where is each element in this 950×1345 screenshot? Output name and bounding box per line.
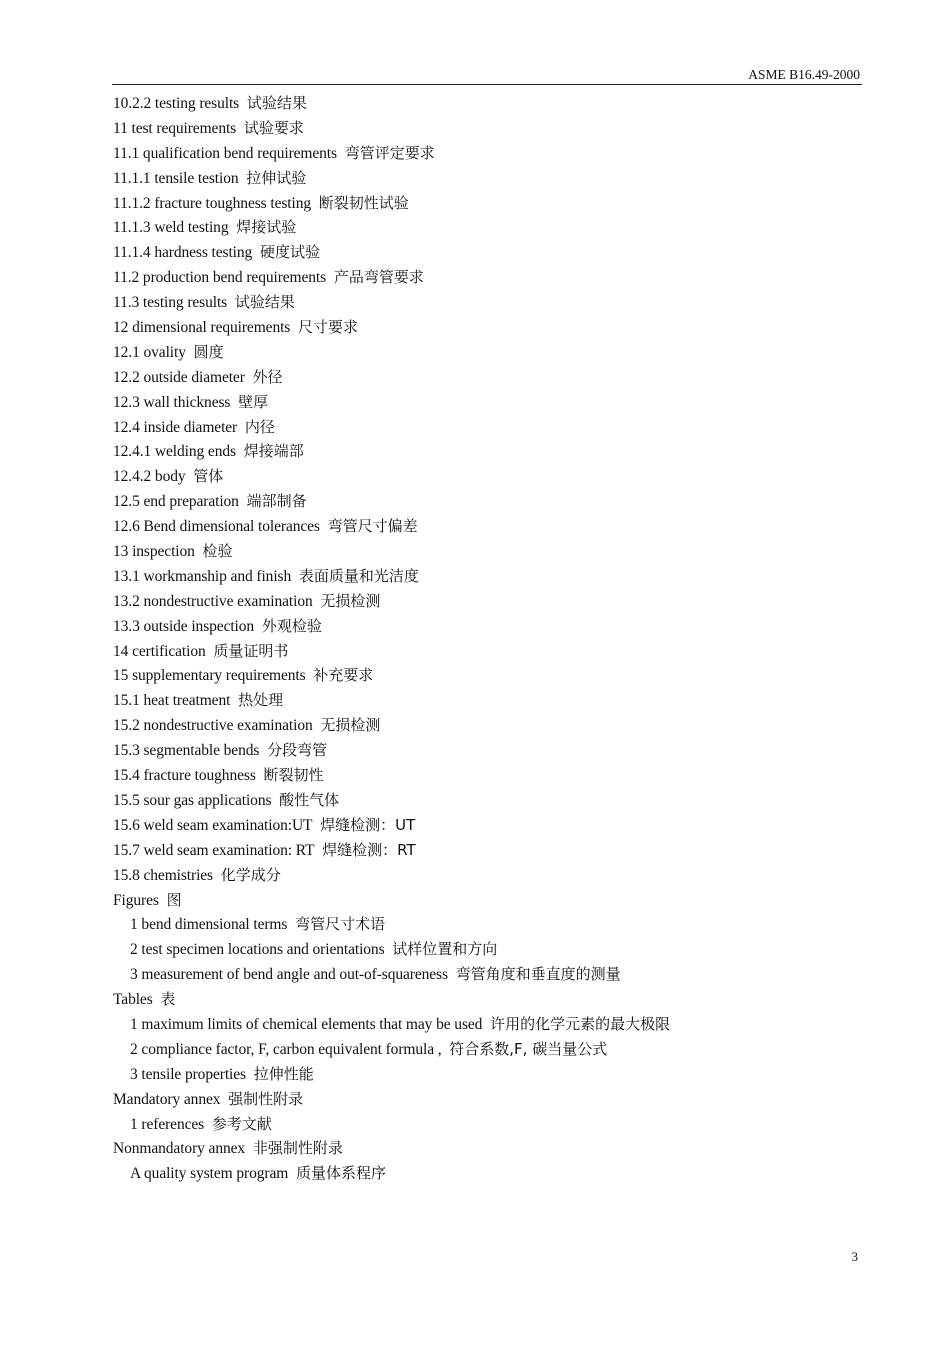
toc-entry [113,962,853,987]
toc-entry [113,215,853,240]
toc-entry-chinese: 外观检验 [261,616,322,635]
toc-entry [113,838,853,863]
toc-entry-chinese: 弯管尺寸偏差 [327,517,418,536]
toc-entry-english: 11.2 production bend requirements [113,269,327,287]
toc-entry-chinese: 外径 [252,367,283,386]
toc-entry-chinese: 参考文献 [211,1114,272,1133]
toc-entry [113,688,853,713]
toc-entry-chinese: 拉伸性能 [253,1064,314,1083]
toc-entry [113,91,853,116]
toc-entry-english: 14 certification [113,642,206,660]
toc-entry-chinese: 酸性气体 [279,790,340,809]
toc-entry-chinese: 端部制备 [246,492,307,511]
toc-entry-chinese: 产品弯管要求 [333,268,424,287]
toc-entry [113,290,853,315]
toc-entry [113,539,853,564]
toc-entry [113,564,853,589]
toc-entry-chinese: 弯管尺寸术语 [295,915,386,934]
toc-entry-chinese: 焊缝检测：UT [320,815,416,834]
toc-entry-chinese: 圆度 [193,342,224,361]
toc-entry [113,589,853,614]
toc-entry-english: 15.6 weld seam examination:UT [113,816,313,834]
toc-entry [113,141,853,166]
toc-entry-english: Nonmandatory annex [113,1140,246,1158]
toc-entry [113,439,853,464]
toc-entry-chinese: 试验结果 [234,293,295,312]
toc-entry [113,1112,853,1137]
toc-entry-english: 3 tensile properties [130,1065,246,1083]
toc-entry-english: 1 bend dimensional terms [130,916,288,934]
toc-entry-english: 11.1.4 hardness testing [113,244,253,262]
toc-entry [113,888,853,913]
toc-entry-chinese: 非强制性附录 [252,1139,343,1158]
toc-entry-chinese: 图 [166,890,182,909]
toc-entry [113,116,853,141]
toc-entry-english: Mandatory annex [113,1090,221,1108]
toc-entry-chinese: 断裂韧性 [263,766,324,785]
toc-entry [113,1037,853,1062]
toc-entry-english: 12.2 outside diameter [113,368,245,386]
toc-entry-english: 11 test requirements [113,119,237,137]
toc-entry-english: 11.1.3 weld testing [113,219,229,237]
toc-entry-english: 2 test specimen locations and orientations [130,941,385,959]
toc-entry-english: 10.2.2 testing results [113,95,240,112]
toc-entry [113,390,853,415]
toc-entry-english: 15.7 weld seam examination: RT [113,841,315,859]
toc-entry [113,813,853,838]
toc-entry-english: Figures [113,891,159,909]
toc-entry-chinese: 补充要求 [313,666,374,685]
toc-entry-english: 15.8 chemistries [113,866,213,884]
toc-entry [113,1012,853,1037]
toc-entry-chinese: 检验 [202,542,233,561]
toc-entry-chinese: 表 [160,990,176,1009]
toc-entry-chinese: 试验结果 [246,94,307,112]
toc-entry [113,265,853,290]
toc-entry [113,1161,853,1186]
toc-entry-chinese: 内径 [244,417,275,436]
page-number: 3 [851,1249,858,1264]
toc-entry [113,340,853,365]
toc-entry-english: 12.4 inside diameter [113,418,238,436]
toc-entry [113,937,853,962]
toc-entry-chinese: 质量体系程序 [295,1164,386,1183]
document-id: ASME B16.49-2000 [748,67,860,82]
toc-entry-english: 11.3 testing results [113,294,228,312]
toc-entry-english: 12.1 ovality [113,343,186,361]
toc-entry-chinese: 管体 [193,467,224,486]
toc-entry-chinese: 尺寸要求 [297,318,358,337]
toc-entry-english: Tables [113,991,153,1009]
toc-entry-chinese: 质量证明书 [213,641,289,660]
toc-entry-chinese: 硬度试验 [259,243,320,262]
toc-entry-chinese: 试样位置和方向 [392,940,498,959]
toc-entry [113,863,853,888]
toc-entry-chinese: 壁厚 [238,392,269,411]
toc-entry-english: 13 inspection [113,543,195,561]
toc-entry-chinese: 化学成分 [220,865,281,884]
toc-entry-english: 11.1 qualification bend requirements [113,144,337,162]
toc-entry-chinese: 断裂韧性试验 [318,193,409,212]
toc-entry [113,713,853,738]
toc-entry-english: 15 supplementary requirements [113,667,306,685]
toc-entry-chinese: 符合系数,F, 碳当量公式 [449,1039,608,1058]
toc-entry-english: 12.3 wall thickness [113,393,231,411]
toc-entry [113,1136,853,1161]
toc-entry-chinese: 焊接端部 [243,442,304,461]
table-of-contents [113,91,853,1186]
toc-entry-english: 13.2 nondestructive examination [113,592,313,610]
toc-entry-english: 15.2 nondestructive examination [113,717,313,735]
toc-entry-chinese: 焊缝检测：RT [322,840,416,859]
toc-entry-english: 12.4.1 welding ends [113,443,236,461]
toc-entry [113,738,853,763]
toc-entry [113,763,853,788]
toc-entry [113,191,853,216]
toc-entry [113,1087,853,1112]
toc-entry [113,514,853,539]
toc-entry-english: 12 dimensional requirements [113,319,291,337]
page-header [112,66,862,85]
toc-entry-english: 11.1.1 tensile testion [113,169,239,187]
toc-entry [113,788,853,813]
toc-entry [113,240,853,265]
toc-entry [113,315,853,340]
toc-entry-chinese: 表面质量和光洁度 [298,566,419,585]
toc-entry [113,415,853,440]
toc-entry-english: 12.6 Bend dimensional tolerances [113,518,320,536]
toc-entry [113,663,853,688]
toc-entry-chinese: 强制性附录 [228,1089,304,1108]
toc-entry-chinese: 试验要求 [243,118,304,137]
toc-entry-english: 15.4 fracture toughness [113,767,256,785]
toc-entry-chinese: 弯管角度和垂直度的测量 [455,965,621,984]
toc-entry-english: 11.1.2 fracture toughness testing [113,194,312,212]
toc-entry-english: 15.1 heat treatment [113,692,231,710]
toc-entry [113,1062,853,1087]
toc-entry-english: 3 measurement of bend angle and out-of-squareness [130,966,448,984]
toc-entry-chinese: 许用的化学元素的最大极限 [490,1014,671,1033]
toc-entry-english: 13.3 outside inspection [113,617,255,635]
toc-entry-chinese: 焊接试验 [236,218,297,237]
toc-entry-english: 12.4.2 body [113,468,186,486]
toc-entry [113,464,853,489]
toc-entry [113,912,853,937]
toc-entry-english: 1 references [130,1115,205,1133]
toc-entry-english: 15.3 segmentable bends [113,742,260,760]
toc-entry-english: 2 compliance factor, F, carbon equivalent formula , [130,1040,442,1058]
toc-entry-chinese: 弯管评定要求 [344,143,435,162]
toc-entry-english: 12.5 end preparation [113,493,239,511]
toc-entry [113,489,853,514]
toc-entry-english: A quality system program [130,1165,289,1183]
toc-entry [113,639,853,664]
toc-entry-chinese: 无损检测 [320,591,381,610]
toc-entry [113,614,853,639]
toc-entry-chinese: 分段弯管 [267,741,328,760]
toc-entry-chinese: 无损检测 [320,716,381,735]
toc-entry-chinese: 热处理 [238,691,284,710]
toc-entry [113,365,853,390]
toc-entry-chinese: 拉伸试验 [246,168,307,187]
toc-entry-english: 15.5 sour gas applications [113,791,272,809]
toc-entry-english: 13.1 workmanship and finish [113,567,292,585]
toc-entry [113,166,853,191]
toc-entry-english: 1 maximum limits of chemical elements that may be used [130,1015,483,1033]
toc-entry [113,987,853,1012]
